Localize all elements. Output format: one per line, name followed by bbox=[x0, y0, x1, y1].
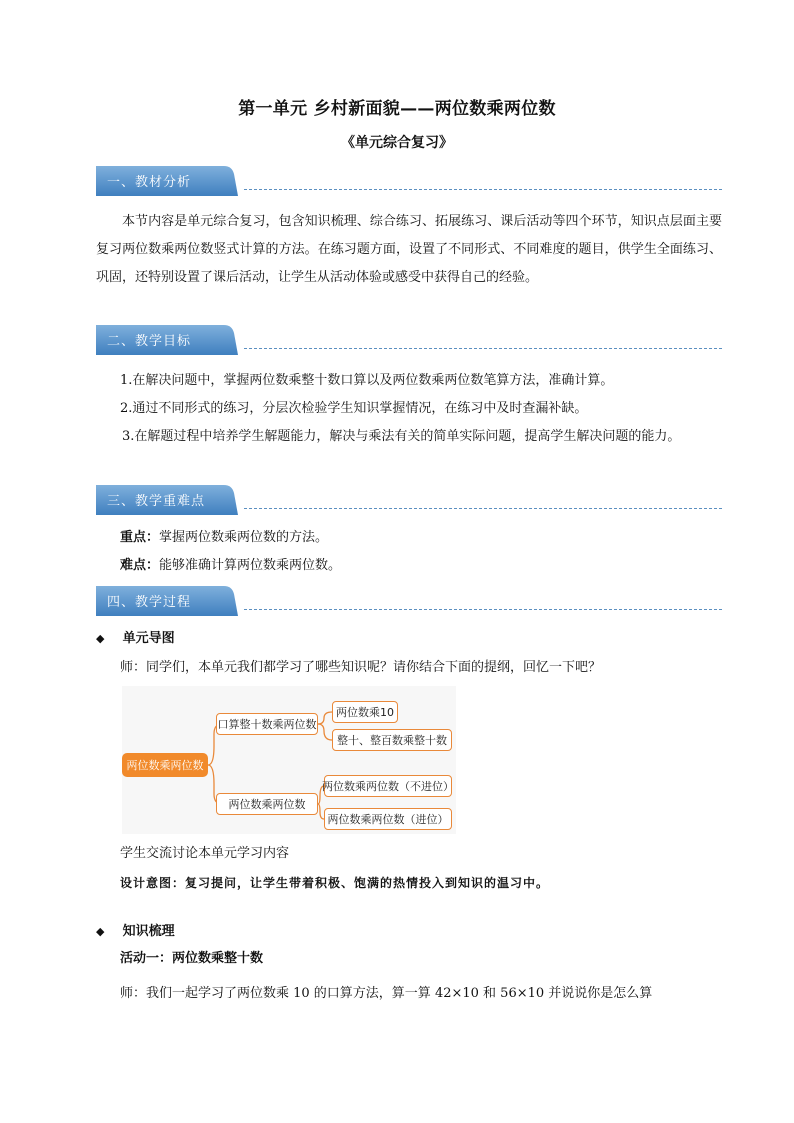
section-title: 三、教学重难点 bbox=[107, 494, 206, 509]
section-header-process bbox=[96, 586, 722, 616]
design-intent-note: 设计意图：复习提问，让学生带着积极、饱满的热情投入到知识的温习中。 bbox=[120, 876, 550, 890]
difficult-point-text: 能够准确计算两位数乘两位数。 bbox=[159, 558, 342, 573]
subheading-text: 知识梳理 bbox=[122, 924, 175, 939]
subheading-unit-map bbox=[96, 625, 698, 653]
section-header-analysis bbox=[96, 166, 722, 196]
section-title: 四、教学过程 bbox=[107, 595, 192, 610]
document-title: 第一单元 乡村新面貌——两位数乘两位数 bbox=[238, 99, 556, 119]
key-point bbox=[120, 524, 722, 552]
mind-map-leaf-carry: 两位数乘两位数（进位） bbox=[324, 808, 452, 830]
diamond-bullet-icon: ◆ bbox=[96, 925, 105, 938]
mind-map bbox=[122, 686, 456, 834]
mind-map-branch-mental: 口算整十数乘两位数 bbox=[216, 713, 318, 735]
goal-1: 1.在解决问题中，掌握两位数乘整十数口算以及两位数乘两位数笔算方法，准确计算。 bbox=[120, 373, 614, 388]
mind-map-leaf-times10: 两位数乘10 bbox=[332, 701, 398, 723]
teacher-question: 师：同学们，本单元我们都学习了哪些知识呢？请你结合下面的提纲，回忆一下吧？ bbox=[120, 660, 602, 675]
mind-map-leaf-no-carry: 两位数乘两位数（不进位） bbox=[324, 775, 452, 797]
subheading-text: 单元导图 bbox=[122, 631, 175, 646]
teacher-instruction: 师：我们一起学习了两位数乘 10 的口算方法，算一算 42×10 和 56×10 并说说你是怎么算 bbox=[120, 986, 653, 1001]
student-discussion: 学生交流讨论本单元学习内容 bbox=[120, 846, 290, 861]
section-divider bbox=[244, 348, 722, 349]
mind-map-root: 两位数乘两位数 bbox=[122, 753, 208, 777]
difficult-point bbox=[120, 552, 722, 580]
section-divider bbox=[244, 508, 722, 509]
section-header-goals bbox=[96, 325, 722, 355]
key-point-label: 重点： bbox=[120, 530, 160, 545]
goal-2: 2.通过不同形式的练习，分层次检验学生知识掌握情况，在练习中及时查漏补缺。 bbox=[120, 401, 588, 416]
mind-map-branch-written: 两位数乘两位数 bbox=[216, 793, 318, 815]
activity-one-heading: 活动一：两位数乘整十数 bbox=[120, 951, 264, 966]
section-title: 一、教材分析 bbox=[107, 175, 192, 190]
section-divider bbox=[244, 609, 722, 610]
section-divider bbox=[244, 189, 722, 190]
goal-3: 3.在解题过程中培养学生解题能力，解决与乘法有关的简单实际问题，提高学生解决问题的能力。 bbox=[122, 429, 681, 444]
document-subtitle: 《单元综合复习》 bbox=[341, 135, 453, 151]
section-title: 二、教学目标 bbox=[107, 334, 192, 349]
key-point-text: 掌握两位数乘两位数的方法。 bbox=[159, 530, 329, 545]
subheading-knowledge bbox=[96, 918, 698, 946]
analysis-paragraph: 本节内容是单元综合复习，包含知识梳理、综合练习、拓展练习、课后活动等四个环节，知识点层面主要复习两位数乘两位数竖式计算的方法。在练习题方面，设置了不同形式、不同难度的题目，供学生全面练习、巩固，还特别设置了课后活动，让学生从活动体验或感受中获得自己的经验。 bbox=[96, 214, 722, 285]
mind-map-leaf-tens-hundreds: 整十、整百数乘整十数 bbox=[332, 729, 452, 751]
section-header-keypoints bbox=[96, 485, 722, 515]
difficult-point-label: 难点： bbox=[120, 558, 160, 573]
diamond-bullet-icon: ◆ bbox=[96, 632, 105, 645]
